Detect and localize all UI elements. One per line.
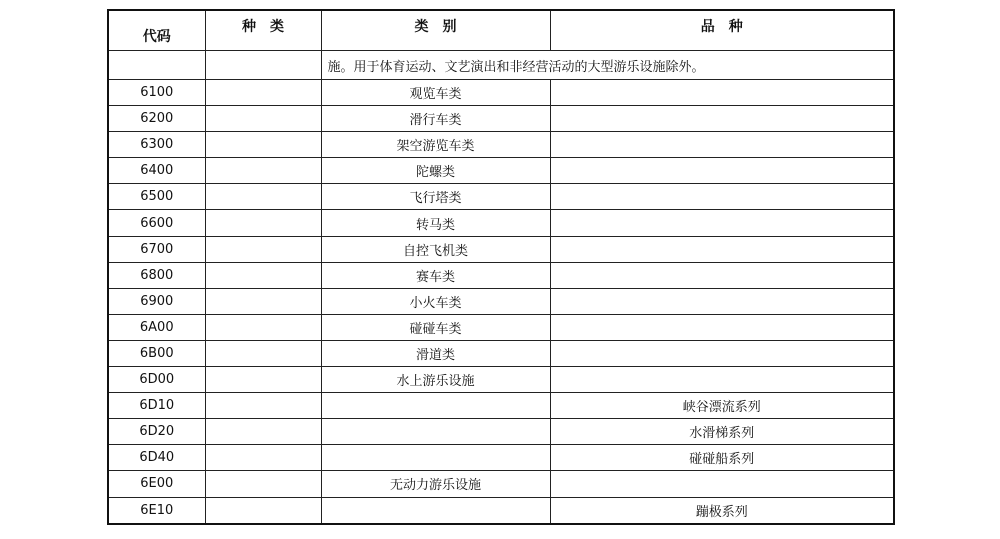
header-category: 类 别	[321, 10, 550, 51]
cell-variety	[550, 262, 894, 288]
cell-variety	[550, 314, 894, 340]
note-row	[108, 51, 894, 80]
cell-kind	[205, 471, 321, 497]
cell-variety	[550, 236, 894, 262]
cell-variety: 蹦极系列	[550, 497, 894, 524]
table-row	[108, 80, 894, 106]
cell-category: 飞行塔类	[321, 184, 550, 210]
cell-variety	[550, 80, 894, 106]
table-row	[108, 471, 894, 497]
table-row	[108, 445, 894, 471]
note-text: 施。用于体育运动、文艺演出和非经营活动的大型游乐设施除外。	[321, 51, 894, 80]
cell-kind	[205, 184, 321, 210]
cell-category: 小火车类	[321, 288, 550, 314]
header-row	[108, 10, 894, 51]
table-row	[108, 367, 894, 393]
cell-kind	[205, 367, 321, 393]
cell-category: 陀螺类	[321, 158, 550, 184]
cell-category: 无动力游乐设施	[321, 471, 550, 497]
header-code: 代码	[108, 10, 205, 51]
cell-code: 6D20	[108, 419, 205, 445]
cell-kind	[205, 106, 321, 132]
cell-code: 6500	[108, 184, 205, 210]
cell-variety: 峡谷漂流系列	[550, 393, 894, 419]
cell-category: 滑道类	[321, 340, 550, 366]
table-row	[108, 497, 894, 524]
cell-code: 6E10	[108, 497, 205, 524]
cell-kind	[205, 340, 321, 366]
cell-code: 6200	[108, 106, 205, 132]
table-row	[108, 210, 894, 236]
cell-kind	[205, 497, 321, 524]
cell-category: 转马类	[321, 210, 550, 236]
table-row	[108, 106, 894, 132]
table-row	[108, 288, 894, 314]
cell-kind	[205, 158, 321, 184]
table-row	[108, 262, 894, 288]
cell-code: 6900	[108, 288, 205, 314]
cell-code: 6100	[108, 80, 205, 106]
cell-kind	[205, 393, 321, 419]
cell-variety	[550, 288, 894, 314]
cell-category: 滑行车类	[321, 106, 550, 132]
table-row	[108, 314, 894, 340]
cell-code: 6800	[108, 262, 205, 288]
cell-category	[321, 393, 550, 419]
cell-kind	[205, 288, 321, 314]
cell-variety: 碰碰船系列	[550, 445, 894, 471]
cell-category	[321, 497, 550, 524]
cell-category: 赛车类	[321, 262, 550, 288]
cell-variety: 水滑梯系列	[550, 419, 894, 445]
cell-variety	[550, 340, 894, 366]
cell-variety	[550, 158, 894, 184]
cell-kind	[205, 445, 321, 471]
table-row	[108, 158, 894, 184]
cell-category: 观览车类	[321, 80, 550, 106]
header-kind: 种 类	[205, 10, 321, 51]
table-row	[108, 393, 894, 419]
cell-code: 6600	[108, 210, 205, 236]
cell-category: 水上游乐设施	[321, 367, 550, 393]
cell-code: 6D00	[108, 367, 205, 393]
table-row	[108, 419, 894, 445]
cell-category: 自控飞机类	[321, 236, 550, 262]
cell-kind	[205, 419, 321, 445]
cell-code: 6D10	[108, 393, 205, 419]
cell-kind	[205, 262, 321, 288]
cell-code: 6300	[108, 132, 205, 158]
cell-code: 6E00	[108, 471, 205, 497]
cell-variety	[550, 184, 894, 210]
cell-variety	[550, 367, 894, 393]
header-variety: 品 种	[550, 10, 894, 51]
table-row	[108, 236, 894, 262]
cell-code: 6D40	[108, 445, 205, 471]
cell-variety	[550, 106, 894, 132]
note-code-cell	[108, 51, 205, 80]
cell-code: 6700	[108, 236, 205, 262]
cell-category	[321, 445, 550, 471]
note-kind-cell	[205, 51, 321, 80]
cell-kind	[205, 210, 321, 236]
cell-variety	[550, 132, 894, 158]
table-row	[108, 340, 894, 366]
table-row	[108, 132, 894, 158]
cell-code: 6A00	[108, 314, 205, 340]
cell-category: 碰碰车类	[321, 314, 550, 340]
cell-kind	[205, 80, 321, 106]
cell-category: 架空游览车类	[321, 132, 550, 158]
cell-code: 6B00	[108, 340, 205, 366]
cell-category	[321, 419, 550, 445]
cell-kind	[205, 132, 321, 158]
cell-code: 6400	[108, 158, 205, 184]
cell-kind	[205, 236, 321, 262]
table-row	[108, 184, 894, 210]
cell-variety	[550, 210, 894, 236]
equipment-catalog-table	[107, 9, 895, 525]
cell-kind	[205, 314, 321, 340]
cell-variety	[550, 471, 894, 497]
